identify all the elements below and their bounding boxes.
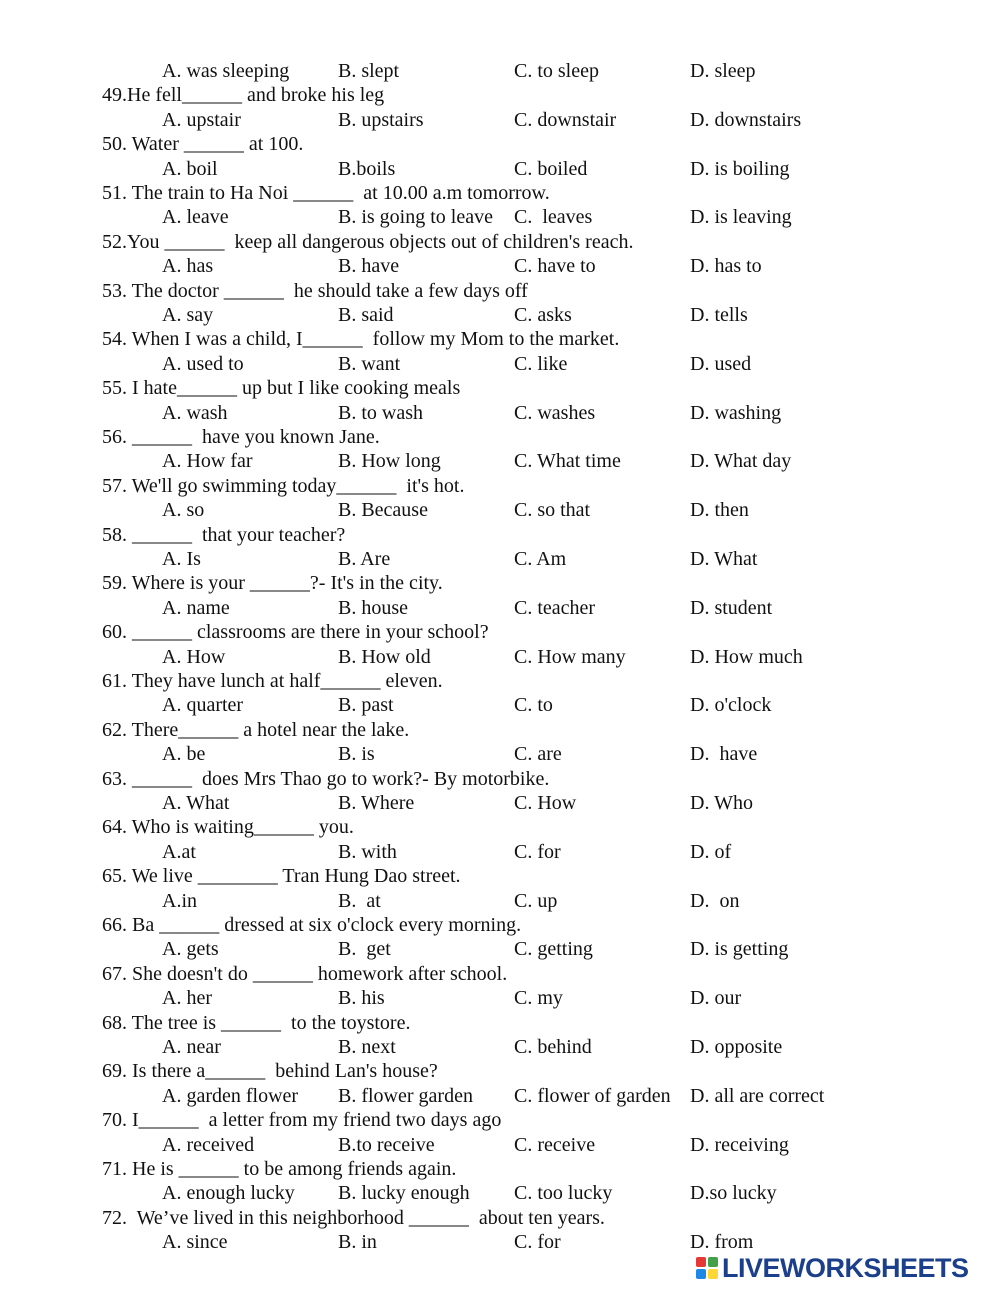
answer-option-a: A. her [162,987,212,1009]
answer-option-b: B. get [338,938,391,960]
answer-option-a: A. so [162,499,205,521]
logo-mark-square [696,1269,706,1279]
answer-option-b: B. with [338,841,397,863]
answer-option-d: D. washing [690,402,782,424]
answer-option-a: A. Is [162,548,201,570]
question-text: 65. We live ________ Tran Hung Dao street. [102,865,461,887]
answer-option-d: D. sleep [690,60,756,82]
logo-mark-square [708,1269,718,1279]
answer-option-b: B. next [338,1036,396,1058]
answer-option-a: A. name [162,597,230,619]
answer-option-c: C. What time [514,450,621,472]
liveworksheets-logo-mark-icon [696,1257,718,1279]
answer-option-d: D. How much [690,646,803,668]
answer-option-b: B. house [338,597,408,619]
answer-option-c: C. too lucky [514,1182,613,1204]
answer-option-b: B. have [338,255,400,277]
question-text: 61. They have lunch at half______ eleven. [102,670,443,692]
answer-option-d: D. tells [690,304,748,326]
answer-option-a: A. used to [162,353,244,375]
answer-option-a: A. What [162,792,230,814]
question-text: 64. Who is waiting______ you. [102,816,354,838]
answer-option-b: B. to wash [338,402,423,424]
answer-option-d: D. is leaving [690,206,792,228]
answer-option-c: C. behind [514,1036,592,1058]
answer-option-d: D. opposite [690,1036,783,1058]
question-text: 68. The tree is ______ to the toystore. [102,1012,411,1034]
answer-option-b: B. is [338,743,375,765]
question-text: 50. Water ______ at 100. [102,133,304,155]
answer-option-c: C. asks [514,304,572,326]
answer-option-c: C. my [514,987,563,1009]
answer-option-a: A. How [162,646,226,668]
answer-option-b: B.to receive [338,1134,435,1156]
question-text: 59. Where is your ______?- It's in the city. [102,572,443,594]
answer-option-c: C. teacher [514,597,596,619]
answer-option-c: C. to sleep [514,60,599,82]
answer-option-b: B. flower garden [338,1085,473,1107]
answer-option-b: B. How old [338,646,431,668]
question-text: 52.You ______ keep all dangerous objects out of children's reach. [102,231,634,253]
question-text: 63. ______ does Mrs Thao go to work?- By motorbike. [102,768,550,790]
answer-option-b: B. upstairs [338,109,424,131]
answer-option-b: B. said [338,304,394,326]
question-text: 72. We’ve lived in this neighborhood ______ about ten years. [102,1207,605,1229]
answer-option-a: A. received [162,1134,255,1156]
answer-option-a: A. upstair [162,109,241,131]
answer-option-c: C. so that [514,499,591,521]
answer-option-d: D. used [690,353,752,375]
answer-option-c: C. have to [514,255,596,277]
answer-option-b: B. Because [338,499,428,521]
answer-option-d: D. student [690,597,773,619]
answer-option-d: D. is boiling [690,158,790,180]
answer-option-d: D. downstairs [690,109,802,131]
answer-option-a: A. since [162,1231,228,1253]
answer-option-a: A. How far [162,450,253,472]
question-text: 55. I hate______ up but I like cooking meals [102,377,461,399]
answer-option-d: D. is getting [690,938,789,960]
answer-option-d: D. of [690,841,732,863]
answer-option-b: B. want [338,353,401,375]
answer-option-c: C. receive [514,1134,596,1156]
question-text: 67. She doesn't do ______ homework after school. [102,963,508,985]
answer-option-b: B. past [338,694,394,716]
question-text: 53. The doctor ______ he should take a few days off [102,280,528,302]
question-text: 69. Is there a______ behind Lan's house? [102,1060,438,1082]
answer-option-a: A. near [162,1036,221,1058]
question-text: 60. ______ classrooms are there in your school? [102,621,489,643]
question-text: 49.He fell______ and broke his leg [102,84,385,106]
answer-option-d: D. Who [690,792,753,814]
answer-option-d: D. have [690,743,758,765]
answer-option-a: A.in [162,890,197,912]
question-text: 54. When I was a child, I______ follow my Mom to the market. [102,328,620,350]
answer-option-c: C. downstair [514,109,617,131]
answer-option-d: D. all are correct [690,1085,825,1107]
answer-option-b: B. at [338,890,381,912]
logo-mark-square [696,1257,706,1267]
answer-option-d: D. What day [690,450,792,472]
answer-option-a: A. was sleeping [162,60,290,82]
answer-option-c: C. getting [514,938,593,960]
answer-option-d: D. then [690,499,749,521]
answer-option-a: A. enough lucky [162,1182,295,1204]
answer-option-a: A. leave [162,206,229,228]
answer-option-c: C. How [514,792,577,814]
question-text: 56. ______ have you known Jane. [102,426,380,448]
answer-option-a: A.at [162,841,196,863]
question-text: 70. I______ a letter from my friend two days ago [102,1109,502,1131]
logo-text: LIVEWORKSHEETS [722,1253,969,1283]
answer-option-d: D.so lucky [690,1182,777,1204]
answer-option-c: C. are [514,743,562,765]
answer-option-a: A. has [162,255,214,277]
answer-option-b: B. Are [338,548,391,570]
answer-option-c: C. up [514,890,558,912]
answer-option-c: C. How many [514,646,626,668]
answer-option-c: C. for [514,841,561,863]
question-text: 66. Ba ______ dressed at six o'clock every morning. [102,914,522,936]
answer-option-d: D. from [690,1231,754,1253]
answer-option-b: B. is going to leave [338,206,493,228]
answer-option-a: A. boil [162,158,218,180]
answer-option-a: A. be [162,743,206,765]
answer-option-d: D. What [690,548,758,570]
question-text: 57. We'll go swimming today______ it's hot. [102,475,465,497]
answer-option-c: C. washes [514,402,596,424]
answer-option-d: D. on [690,890,740,912]
answer-option-a: A. gets [162,938,219,960]
answer-option-d: D. has to [690,255,762,277]
answer-option-a: A. quarter [162,694,244,716]
answer-option-b: B. Where [338,792,415,814]
answer-option-c: C. Am [514,548,567,570]
answer-option-b: B. his [338,987,385,1009]
answer-option-b: B. How long [338,450,441,472]
question-text: 71. He is ______ to be among friends again. [102,1158,457,1180]
logo-mark-square [708,1257,718,1267]
answer-option-b: B. lucky enough [338,1182,470,1204]
answer-option-b: B.boils [338,158,396,180]
answer-option-a: A. garden flower [162,1085,299,1107]
liveworksheets-logo [696,1252,969,1284]
answer-option-c: C. like [514,353,568,375]
answer-option-d: D. receiving [690,1134,789,1156]
answer-option-b: B. in [338,1231,377,1253]
answer-option-c: C. for [514,1231,561,1253]
question-text: 62. There______ a hotel near the lake. [102,719,410,741]
answer-option-a: A. say [162,304,214,326]
answer-option-c: C. leaves [514,206,593,228]
answer-option-d: D. o'clock [690,694,772,716]
question-text: 51. The train to Ha Noi ______ at 10.00 a.m tomorrow. [102,182,550,204]
answer-option-a: A. wash [162,402,228,424]
answer-option-c: C. boiled [514,158,588,180]
answer-option-d: D. our [690,987,742,1009]
answer-option-b: B. slept [338,60,400,82]
answer-option-c: C. flower of garden [514,1085,671,1107]
question-text: 58. ______ that your teacher? [102,524,346,546]
answer-option-c: C. to [514,694,553,716]
